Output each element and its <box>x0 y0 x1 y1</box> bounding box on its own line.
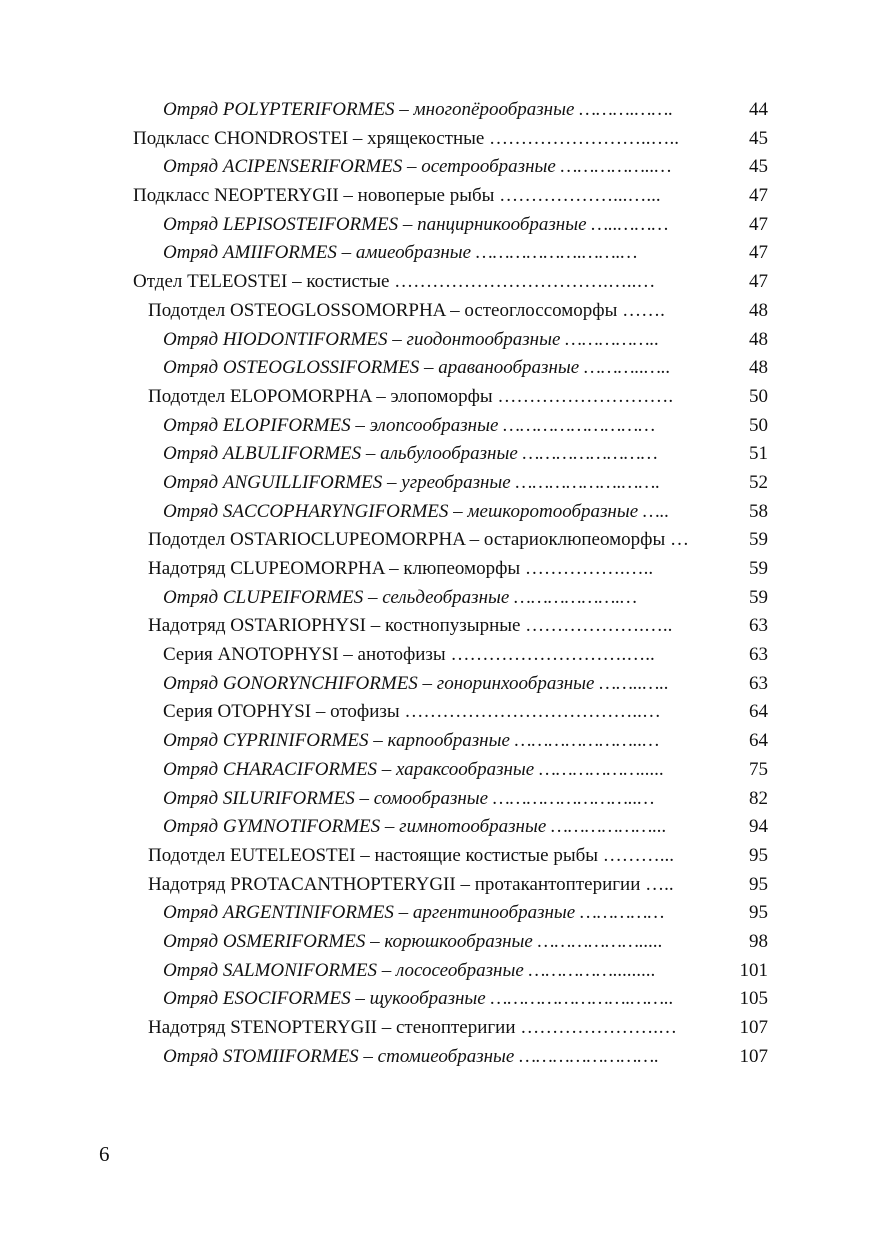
toc-entry-page: 47 <box>749 213 768 235</box>
toc-entry-page: 50 <box>749 385 768 407</box>
toc-entry <box>0 297 876 326</box>
toc-entry-page: 94 <box>749 816 768 838</box>
toc-entry-title: Отряд OSTEOGLOSSIFORMES – араванообразные ………..….. <box>163 357 671 379</box>
toc-entry <box>0 670 876 699</box>
toc-entry-title: Подотдел OSTARIOCLUPEOMORPHA – остариоклюпеоморфы … <box>148 529 689 551</box>
toc-entry-page: 58 <box>749 500 768 522</box>
toc-entry <box>0 182 876 211</box>
toc-entry <box>0 727 876 756</box>
toc-entry-title: Отряд STOMIIFORMES – стомиеобразные ……………………. <box>163 1045 660 1067</box>
toc-entry-page: 95 <box>749 873 768 895</box>
toc-entry-title: Надотряд CLUPEOMORPHA – клюпеоморфы …………….….. <box>148 558 654 579</box>
toc-entry-page: 45 <box>749 127 768 149</box>
toc-entry <box>0 354 876 383</box>
toc-entry <box>0 469 876 498</box>
toc-entry <box>0 785 876 814</box>
toc-entry-title: Подотдел OSTEOGLOSSOMORPHA – остеоглоссоморфы ……. <box>148 299 665 321</box>
toc-entry <box>0 498 876 527</box>
toc-entry-page: 107 <box>739 1017 768 1038</box>
toc-entry <box>0 1014 876 1043</box>
toc-entry-title: Отряд CYPRINIFORMES – карпообразные …………………..… <box>163 730 660 752</box>
toc-entry-title: Отряд SILURIFORMES – сомообразные ……………………..… <box>163 787 655 809</box>
toc-entry-page: 82 <box>749 787 768 809</box>
toc-entry-title: Подкласс CHONDROSTEI – хрящекостные ……………………..….. <box>133 127 680 149</box>
toc-entry-page: 101 <box>739 959 768 981</box>
toc-entry <box>0 526 876 555</box>
toc-entry <box>0 268 876 297</box>
toc-entry-title: Отряд SALMONIFORMES – лососеобразные ……………......... <box>163 959 656 981</box>
toc-entry-page: 98 <box>749 930 768 952</box>
toc-entry <box>0 756 876 785</box>
toc-entry <box>0 125 876 154</box>
toc-entry-page: 48 <box>749 357 768 379</box>
toc-entry <box>0 899 876 928</box>
toc-entry-title: Подотдел EUTELEOSTEI – настоящие костистые рыбы ………... <box>148 844 675 866</box>
toc-entry-page: 64 <box>749 701 768 723</box>
toc-entry <box>0 555 876 584</box>
toc-entry-page: 95 <box>749 844 768 866</box>
toc-entry-title: Отряд ANGUILLIFORMES – угреобразные ……………….……. <box>163 471 661 493</box>
toc-entry <box>0 1043 876 1072</box>
toc-entry-title: Отряд ACIPENSERIFORMES – осетрообразные ……………..… <box>163 156 672 178</box>
toc-entry-title: Отряд ESOCIFORMES – щукообразные …………………….…….. <box>163 988 674 1010</box>
toc-entry-title: Надотряд OSTARIOPHYSI – костнопузырные ……………….….. <box>148 615 673 637</box>
toc-entry-page: 59 <box>749 529 768 551</box>
toc-entry-page: 51 <box>749 443 768 465</box>
toc-entry-title: Надотряд PROTACANTHOPTERYGII – протакантоптеригии ….. <box>148 873 674 895</box>
toc-entry <box>0 871 876 900</box>
toc-entry-title: Отряд CHARACIFORMES – хараксообразные ………………..... <box>163 758 665 780</box>
toc-entry-title: Отряд POLYPTERIFORMES – многопёрообразные ……….……. <box>163 99 674 120</box>
toc-entry <box>0 96 876 125</box>
toc-entry-page: 44 <box>749 99 768 120</box>
toc-entry <box>0 985 876 1014</box>
toc-entry <box>0 239 876 268</box>
toc-entry-title: Подотдел ELOPOMORPHA – элопоморфы ………………………. <box>148 385 674 407</box>
toc-entry-title: Отряд GONORYNCHIFORMES – гоноринхообразные ……..….. <box>163 672 669 694</box>
toc-entry-title: Серия OTOPHYSI – отофизы ………………………………..… <box>163 701 661 723</box>
toc-entry-page: 105 <box>739 988 768 1010</box>
toc-entry-page: 47 <box>749 242 768 264</box>
toc-entry-page: 63 <box>749 644 768 666</box>
toc-entry-title: Отряд SACCOPHARYNGIFORMES – мешкоротообразные ….. <box>163 500 670 522</box>
toc-entry <box>0 813 876 842</box>
toc-entry-title: Отряд HIODONTIFORMES – гиодонтообразные …………….. <box>163 328 660 350</box>
table-of-contents <box>0 96 876 1071</box>
toc-entry <box>0 383 876 412</box>
toc-entry <box>0 440 876 469</box>
toc-entry-title: Отряд CLUPEIFORMES – сельдеобразные ……………….… <box>163 586 638 608</box>
toc-entry-title: Отряд GYMNOTIFORMES – гимнотообразные ………………... <box>163 816 667 838</box>
toc-entry-page: 63 <box>749 615 768 637</box>
toc-entry <box>0 698 876 727</box>
toc-entry-page: 47 <box>749 271 768 293</box>
toc-entry-title: Отряд LEPISOSTEIFORMES – панцирникообразные …..……… <box>163 213 669 235</box>
page-number: 6 <box>99 1142 110 1166</box>
toc-entry <box>0 957 876 986</box>
toc-entry-page: 95 <box>749 902 768 924</box>
toc-entry-page: 75 <box>749 758 768 780</box>
toc-entry-page: 52 <box>749 471 768 493</box>
toc-entry-title: Надотряд STENOPTERYGII – стеноптеригии ………………….… <box>148 1017 678 1038</box>
toc-entry <box>0 153 876 182</box>
toc-entry <box>0 412 876 441</box>
toc-entry-title: Отряд ELOPIFORMES – элопсообразные ……………………… <box>163 414 656 436</box>
toc-entry-title: Отряд ARGENTINIFORMES – аргентинообразные …………… <box>163 902 665 924</box>
toc-entry-title: Отряд AMIIFORMES – амиеобразные ……………….…….… <box>163 242 638 264</box>
toc-entry-page: 64 <box>749 730 768 752</box>
toc-entry-page: 59 <box>749 558 768 579</box>
toc-entry <box>0 326 876 355</box>
toc-entry <box>0 211 876 240</box>
toc-entry-page: 47 <box>749 185 768 207</box>
toc-entry-page: 59 <box>749 586 768 608</box>
toc-entry-page: 63 <box>749 672 768 694</box>
toc-entry-page: 48 <box>749 328 768 350</box>
toc-entry-title: Подкласс NEOPTERYGII – новоперые рыбы ………………...…... <box>133 185 661 207</box>
toc-entry-title: Отдел TELEOSTEI – костистые …………………………….…..… <box>133 271 656 293</box>
toc-entry-title: Серия ANOTOPHYSI – анотофизы ……………………….….. <box>163 644 655 666</box>
toc-entry-page: 45 <box>749 156 768 178</box>
toc-entry-title: Отряд OSMERIFORMES – корюшкообразные ………………..... <box>163 930 663 952</box>
toc-entry <box>0 612 876 641</box>
toc-entry <box>0 641 876 670</box>
toc-entry-page: 48 <box>749 299 768 321</box>
toc-entry <box>0 928 876 957</box>
toc-entry <box>0 842 876 871</box>
toc-entry-page: 50 <box>749 414 768 436</box>
toc-entry <box>0 584 876 613</box>
toc-entry-page: 107 <box>739 1045 768 1067</box>
toc-entry-title: Отряд ALBULIFORMES – альбулообразные …………………… <box>163 443 658 465</box>
